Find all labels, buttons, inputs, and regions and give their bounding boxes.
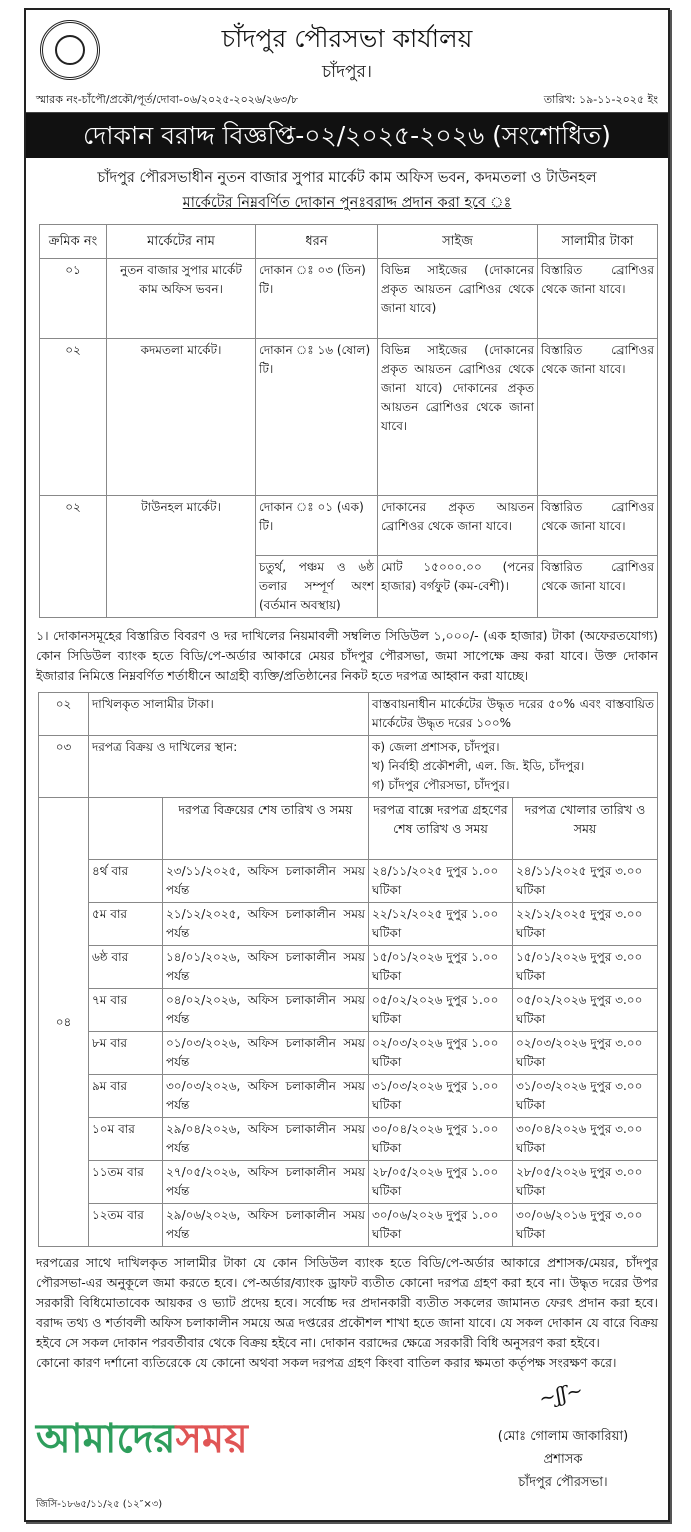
office-title: চাঁদপুর পৌরসভা কার্যালয়: [221, 24, 473, 53]
signatory-org: চাঁদপুর পৌরসভা।: [518, 1475, 608, 1490]
drop-deadline: ১৫/০১/২০২৬ দুপুর ১.০০ ঘটিকা: [369, 946, 513, 989]
blank-cell: [89, 798, 163, 860]
sale-deadline: ০৪/০২/২০২৬, অফিস চলাকালীন সময় পর্যন্ত: [163, 989, 369, 1032]
opening-time: ১৫/০১/২০২৬ দুপুর ৩.০০ ঘটিকা: [513, 946, 658, 989]
serial: ০৩: [39, 736, 89, 798]
reference-row: [36, 92, 658, 108]
handwritten-signature: ~ʃʃ~: [536, 1377, 586, 1411]
sale-deadline: ২৯/০৪/২০২৬, অফিস চলাকালীন সময় পর্যন্ত: [163, 1118, 369, 1161]
shop-type: দোকান ঃ ০১ (এক) টি।: [256, 496, 378, 556]
term-value: [369, 736, 658, 798]
shop-size: মোট ১৫০০০.০০ (পনের হাজার) বর্গফুট (কম-বেশী)।: [378, 556, 538, 618]
newspaper-watermark: [36, 1414, 248, 1464]
memo-number: স্মারক নং-চাঁপৌ/প্রকৌ/পূর্ত/দোবা-০৬/২০২৫-২০২৬/২৬৩/৮: [36, 93, 299, 106]
column-header: দরপত্র বিক্রয়ের শেষ তারিখ ও সময়: [163, 798, 369, 860]
round: ১০ম বার: [89, 1118, 163, 1161]
sale-deadline: ১৪/০১/২০২৬, অফিস চলাকালীন সময় পর্যন্ত: [163, 946, 369, 989]
place: খ) নির্বাহী প্রকৌশলী, এল. জি. ইডি, চাঁদপুর।: [372, 759, 585, 773]
salami: বিস্তারিত ব্রোশিওর থেকে জানা যাবে।: [538, 339, 658, 496]
terms-paragraph: দরপত্রের সাথে দাখিলকৃত সালামীর টাকা যে কোন সিডিউল ব্যাংক হতে বিডি/পে-অর্ডার আকারে প্রশাসক/মেয়র, চাঁদপুর পৌরসভা-এর অনুকূলে জমা করতে হবে। পে-অর্ডার/ব্যাংক ড্রাফট ব্যতীত কোনো দরপত্র গ্রহণ করা হবে না। উদ্ধৃত দরের উপর সরকারী বিধিমোতাবেক আয়কর ও ভ্যাট প্রদেয় হবে। সর্বোচ্চ দর প্রদানকারী ব্যতীত সকলের জামানত ফেরৎ প্রদান করা হবে। বরাদ্দ তথ্য ও শর্তাবলী অফিস চলাকালীন সময়ে অত্র দপ্তরের প্রকৌশল শাখা হতে জানা যাবে। যে সকল দোকান যে বারে বিক্রয় হইবে সে সকল দোকান পরবর্তীবার থেকে বিক্রয় হইবে না। দোকান বরাদ্দের ক্ষেত্রে সরকারী বিধি অনুসরণ করা হইবে।: [36, 1255, 658, 1350]
opening-time: ০৫/০২/২০২৬ দুপুর ৩.০০ ঘটিকা: [513, 989, 658, 1032]
schedule-row: [39, 946, 658, 989]
market-name: নুতন বাজার সুপার মার্কেট কাম অফিস ভবন।: [107, 259, 256, 339]
serial: ০১: [40, 259, 107, 339]
round: ৬ষ্ঠ বার: [89, 946, 163, 989]
drop-deadline: ২২/১২/২০২৫ দুপুর ১.০০ ঘটিকা: [369, 903, 513, 946]
place: ক) জেলা প্রশাসক, চাঁদপুর।: [372, 740, 500, 754]
schedule-purchase-paragraph: ১। দোকানসমূহের বিস্তারিত বিবরণ ও দর দাখিলের নিয়মাবলী সম্বলিত সিডিউল ১,০০০/- (এক হাজার) টাকা (অফেরতযোগ্য) কোন সিডিউল ব্যাংক হতে বিডি/পে-অর্ডার আকারে মেয়র চাঁদপুর পৌরসভা, জমা সাপেক্ষে ক্রয় করা যাবে। উক্ত দোকান ইজারার নিমিত্তে নিম্নবর্ণিত শর্তাধীনে আগ্রহী ব্যক্তি/প্রতিষ্ঠানের নিকট হতে দরপত্র আহ্বান করা যাচ্ছে।: [36, 628, 658, 683]
header: [26, 10, 668, 112]
intro: [26, 158, 668, 222]
notice-date: তারিখ: ১৯-১১-২০২৫ ইং: [543, 93, 658, 106]
serial: ০২: [39, 693, 89, 736]
column-header: ক্রমিক নং: [40, 225, 107, 259]
column-header: ধরন: [256, 225, 378, 259]
term-label: দরপত্র বিক্রয় ও দাখিলের স্থান:: [89, 736, 369, 798]
round: ৭ম বার: [89, 989, 163, 1032]
sale-deadline: ২৭/০৫/২০২৬, অফিস চলাকালীন সময় পর্যন্ত: [163, 1161, 369, 1204]
place: গ) চাঁদপুর পৌরসভা, চাঁদপুর।: [372, 778, 510, 792]
opening-time: ৩১/০৩/২০২৬ দুপুর ৩.০০ ঘটিকা: [513, 1075, 658, 1118]
sale-deadline: ২৩/১১/২০২৫, অফিস চলাকালীন সময় পর্যন্ত: [163, 860, 369, 903]
terms-paragraph: কোনো কারণ দর্শানো ব্যতিরেকে যে কোনো অথবা সকল দরপত্র গ্রহণ কিংবা বাতিল করার ক্ষমতা কর্তৃপক্ষ সংরক্ষণ করে।: [36, 1355, 617, 1370]
sale-deadline: ২৯/০৬/২০২৬, অফিস চলাকালীন সময় পর্যন্ত: [163, 1204, 369, 1247]
drop-deadline: ০২/০৩/২০২৬ দুপুর ১.০০ ঘটিকা: [369, 1032, 513, 1075]
watermark-text: সময়: [175, 1415, 248, 1462]
signatory-name: (মোঃ গোলাম জাকারিয়া): [497, 1429, 629, 1444]
shop-size: বিভিন্ন সাইজের (দোকানের প্রকৃত আয়তন ব্রোশিওর থেকে জানা যাবে): [378, 259, 538, 339]
term-value: বাস্তবায়নাধীন মার্কেটের উদ্ধৃত দরের ৫০% এবং বাস্তবায়িত মার্কেটের উদ্ধৃত দরের ১০০%: [369, 693, 658, 736]
shop-type: চতুর্থ, পঞ্চম ও ৬ষ্ঠ তলার সম্পূর্ণ অংশ (বর্তমান অবস্থায়): [256, 556, 378, 618]
round: ১১তম বার: [89, 1161, 163, 1204]
drop-deadline: ৩০/০৪/২০২৬ দুপুর ১.০০ ঘটিকা: [369, 1118, 513, 1161]
schedule-row: [39, 1032, 658, 1075]
schedule-row: [39, 1075, 658, 1118]
round: ৫ম বার: [89, 903, 163, 946]
serial: ০২: [40, 339, 107, 496]
schedule-row: [39, 989, 658, 1032]
column-header: সালামীর টাকা: [538, 225, 658, 259]
opening-time: ২২/১২/২০২৫ দুপুর ৩.০০ ঘটিকা: [513, 903, 658, 946]
notice-frame: [24, 8, 670, 1522]
drop-deadline: ৩১/০৩/২০২৬ দুপুর ১.০০ ঘটিকা: [369, 1075, 513, 1118]
salami: বিস্তারিত ব্রোশিওর থেকে জানা যাবে।: [538, 496, 658, 556]
serial: ০৪: [39, 798, 89, 1247]
table-row: [39, 693, 658, 736]
salami: বিস্তারিত ব্রোশিওর থেকে জানা যাবে।: [538, 259, 658, 339]
table-row: [40, 496, 658, 556]
drop-deadline: ০৫/০২/২০২৬ দুপুর ১.০০ ঘটিকা: [369, 989, 513, 1032]
table-row: [40, 259, 658, 339]
drop-deadline: ২৮/০৫/২০২৬ দুপুর ১.০০ ঘটিকা: [369, 1161, 513, 1204]
opening-time: ০২/০৩/২০২৬ দুপুর ৩.০০ ঘটিকা: [513, 1032, 658, 1075]
municipality-seal-icon: [40, 20, 100, 80]
schedule-row: [39, 1161, 658, 1204]
terms-table: [38, 692, 658, 1247]
schedule-row: [39, 860, 658, 903]
footer-terms: [36, 1253, 658, 1373]
intro-line: চাঁদপুর পৌরসভাধীন নুতন বাজার সুপার মার্কেট কাম অফিস ভবন, কদমতলা ও টাউনহল: [97, 170, 597, 186]
opening-time: ২৮/০৫/২০২৬ দুপুর ৩.০০ ঘটিকা: [513, 1161, 658, 1204]
bottom-row: [36, 1377, 648, 1494]
serial: ০২: [40, 496, 107, 618]
signature-block: [478, 1377, 648, 1494]
sale-deadline: ৩০/০৩/২০২৬, অফিস চলাকালীন সময় পর্যন্ত: [163, 1075, 369, 1118]
table-row: [40, 339, 658, 496]
shop-table: [39, 224, 658, 618]
drop-deadline: ২৪/১১/২০২৫ দুপুর ১.০০ ঘটিকা: [369, 860, 513, 903]
opening-time: ৩০/০৪/২০২৬ দুপুর ৩.০০ ঘটিকা: [513, 1118, 658, 1161]
table-row: [39, 736, 658, 798]
opening-time: ৩০/০৬/২০১৬ দুপুর ৩.০০ ঘটিকা: [513, 1204, 658, 1247]
table-row: [39, 798, 658, 860]
signatory-title: প্রশাসক: [543, 1452, 583, 1467]
round: ৮ম বার: [89, 1032, 163, 1075]
market-name: কদমতলা মার্কেট।: [107, 339, 256, 496]
market-name: টাউনহল মার্কেট।: [107, 496, 256, 618]
shop-size: দোকানের প্রকৃত আয়তন ব্রোশিওর থেকে জানা যাবে।: [378, 496, 538, 556]
watermark-text: আমাদের: [36, 1415, 176, 1462]
shop-type: দোকান ঃ ০৩ (তিন) টি।: [256, 259, 378, 339]
shop-type: দোকান ঃ ১৬ (ষোল) টি।: [256, 339, 378, 496]
round: ৯ম বার: [89, 1075, 163, 1118]
column-header: সাইজ: [378, 225, 538, 259]
term-label: দাখিলকৃত সালামীর টাকা।: [89, 693, 369, 736]
salami: বিস্তারিত ব্রোশিওর থেকে জানা যাবে।: [538, 556, 658, 618]
column-header: দরপত্র বাক্সে দরপত্র গ্রহণের শেষ তারিখ ও সময়: [369, 798, 513, 860]
schedule-row: [39, 1118, 658, 1161]
schedule-row: [39, 1204, 658, 1247]
opening-time: ২৪/১১/২০২৫ দুপুর ৩.০০ ঘটিকা: [513, 860, 658, 903]
city-name: চাঁদপুর।: [321, 62, 372, 82]
sale-deadline: ০১/০৩/২০২৬, অফিস চলাকালীন সময় পর্যন্ত: [163, 1032, 369, 1075]
column-header: মার্কেটের নাম: [107, 225, 256, 259]
round: ১২তম বার: [89, 1204, 163, 1247]
schedule-row: [39, 903, 658, 946]
round: ৪র্থ বার: [89, 860, 163, 903]
sale-deadline: ২১/১২/২০২৫, অফিস চলাকালীন সময় পর্যন্ত: [163, 903, 369, 946]
intro-line: মার্কেটের নিম্নবর্ণিত দোকান পুনঃবরাদ্দ প্রদান করা হবে ঃ: [182, 195, 512, 211]
notice-title: দোকান বরাদ্দ বিজ্ঞপ্তি-০২/২০২৫-২০২৬ (সংশোধিত): [26, 112, 668, 158]
column-header: দরপত্র খোলার তারিখ ও সময়: [513, 798, 658, 860]
shop-size: বিভিন্ন সাইজের (দোকানের প্রকৃত আয়তন ব্রোশিওর থেকে জানা যাবে) দোকানের প্রকৃত আয়তন ব্রোশিওর থেকে জানা যাবে।: [378, 339, 538, 496]
drop-deadline: ৩০/০৬/২০২৬ দুপুর ১.০০ ঘটিকা: [369, 1204, 513, 1247]
ad-code: জিসি-১৮৬৫/১১/২৫ (১২″×৩): [36, 1499, 163, 1510]
